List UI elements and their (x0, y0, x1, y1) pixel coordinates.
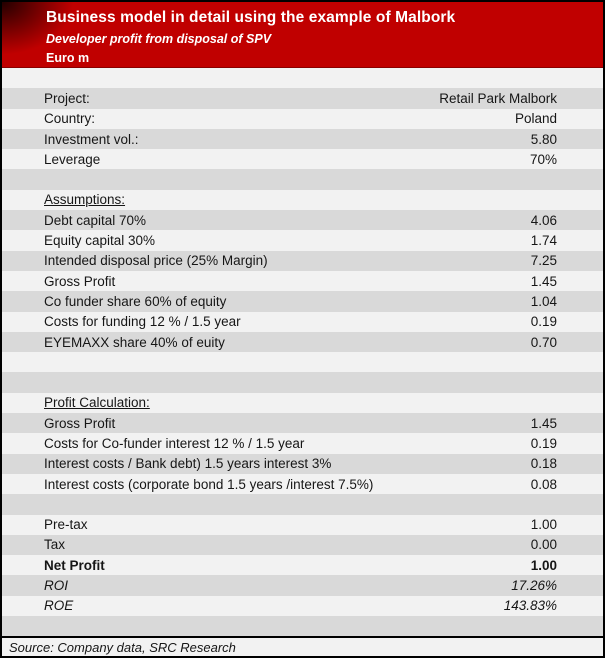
table-row (2, 474, 603, 494)
table-row (2, 575, 603, 595)
row-label: ROI (44, 578, 69, 594)
row-value: 1.00 (530, 517, 557, 533)
row-label: Costs for funding 12 % / 1.5 year (44, 314, 241, 330)
row-label: Co funder share 60% of equity (44, 293, 227, 309)
row-value: 143.83% (503, 598, 557, 614)
row-value: 0.00 (530, 537, 557, 553)
report-header (2, 2, 603, 68)
table-row (2, 149, 603, 169)
row-value: 1.04 (530, 293, 557, 309)
row-label: ROE (44, 598, 74, 614)
table-row (2, 271, 603, 291)
row-label: Leverage (44, 151, 101, 167)
row-value: 1.45 (530, 273, 557, 289)
table-row (2, 88, 603, 108)
row-value: 0.19 (530, 314, 557, 330)
table-row (2, 291, 603, 311)
table-row (2, 210, 603, 230)
row-label: Assumptions: (44, 192, 126, 208)
table-row (2, 68, 603, 88)
row-label: Gross Profit (44, 273, 116, 289)
table-row (2, 230, 603, 250)
table-row (2, 515, 603, 535)
table-row (2, 596, 603, 616)
row-value: 4.06 (530, 212, 557, 228)
row-value: 1.00 (530, 557, 557, 573)
row-value: 5.80 (530, 131, 557, 147)
table-row (2, 555, 603, 575)
table-row (2, 129, 603, 149)
table-row (2, 494, 603, 514)
table-row (2, 190, 603, 210)
table-row (2, 393, 603, 413)
row-value: 17.26% (511, 578, 557, 594)
row-label: Equity capital 30% (44, 233, 156, 249)
row-label: Costs for Co-funder interest 12 % / 1.5 year (44, 435, 305, 451)
row-label: Country: (44, 111, 96, 127)
row-value: 70% (529, 151, 557, 167)
table-row (2, 169, 603, 189)
source-note: Source: Company data, SRC Research (2, 638, 603, 656)
unit-label: Euro m (46, 51, 90, 65)
row-label: Project: (44, 90, 90, 106)
table-row (2, 312, 603, 332)
row-value: Retail Park Malbork (439, 90, 557, 106)
table-row (2, 372, 603, 392)
row-value: 0.70 (530, 334, 557, 350)
row-label: Interest costs (corporate bond 1.5 years /interest 7.5%) (44, 476, 374, 492)
row-label: Tax (44, 537, 66, 553)
row-label: EYEMAXX share 40% of euity (44, 334, 225, 350)
table-row (2, 332, 603, 352)
data-table (2, 68, 603, 636)
row-value: 1.45 (530, 415, 557, 431)
row-value: 0.18 (530, 456, 557, 472)
report-title: Business model in detail using the example of Malbork (46, 9, 456, 26)
row-value: 0.19 (530, 435, 557, 451)
table-row (2, 413, 603, 433)
row-label: Interest costs / Bank debt) 1.5 years interest 3% (44, 456, 332, 472)
table-row (2, 454, 603, 474)
row-label: Profit Calculation: (44, 395, 150, 411)
table-row (2, 251, 603, 271)
table-row (2, 352, 603, 372)
row-value: 7.25 (530, 253, 557, 269)
row-label: Debt capital 70% (44, 212, 147, 228)
row-label: Gross Profit (44, 415, 116, 431)
row-value: 0.08 (530, 476, 557, 492)
table-row (2, 109, 603, 129)
table-row (2, 616, 603, 636)
report-subtitle: Developer profit from disposal of SPV (46, 32, 272, 46)
row-label: Investment vol.: (44, 131, 139, 147)
row-value: 1.74 (530, 233, 557, 249)
table-row (2, 535, 603, 555)
row-label: Net Profit (44, 557, 105, 573)
table-row (2, 433, 603, 453)
row-value: Poland (514, 111, 557, 127)
row-label: Pre-tax (44, 517, 88, 533)
row-label: Intended disposal price (25% Margin) (44, 253, 268, 269)
